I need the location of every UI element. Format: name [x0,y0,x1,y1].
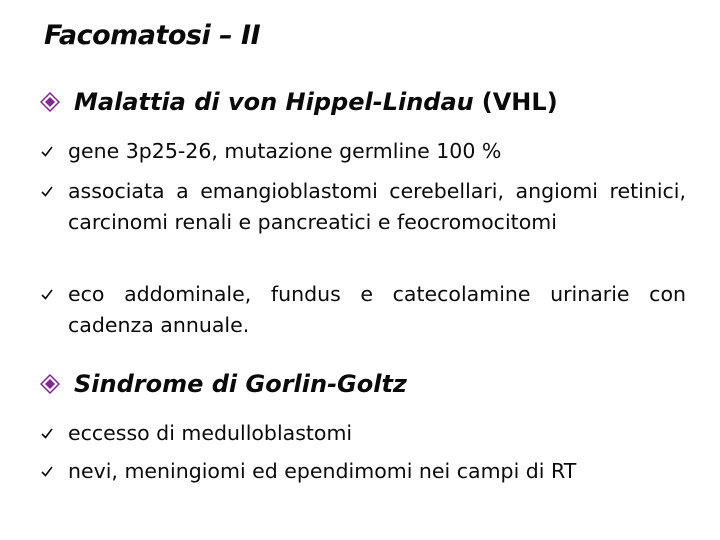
list-item [40,136,686,167]
list-item-text: eco addominale, fundus e catecolamine urinarie con cadenza annuale. [68,282,686,337]
checkmark-icon [40,136,56,167]
diamond-bullet-icon [40,374,60,394]
section-heading-suffix: (VHL) [481,88,558,116]
list-item [40,279,686,341]
checkmark-icon [40,176,56,207]
section-heading-gorlin [40,370,407,398]
list-item-text: gene 3p25-26, mutazione germline 100 % [68,139,502,163]
section-heading-text: Malattia di von Hippel-Lindau [74,88,474,116]
diamond-bullet-icon [40,92,60,112]
list-item [40,456,686,487]
section-heading-text: Sindrome di Gorlin-Goltz [74,370,407,398]
slide-title: Facomatosi – II [44,20,261,51]
checkmark-icon [40,418,56,449]
section-heading-vhl [40,88,558,116]
list-item-text: associata a emangioblastomi cerebellari, angiomi retinici, carcinomi renali e pancreatici e feocromocitomi [68,179,686,234]
list-item-text: eccesso di medulloblastomi [68,421,353,445]
list-item [40,176,686,238]
checkmark-icon [40,279,56,310]
checkmark-icon [40,456,56,487]
list-item [40,418,686,449]
list-item-text: nevi, meningiomi ed ependimomi nei campi di RT [68,459,577,483]
